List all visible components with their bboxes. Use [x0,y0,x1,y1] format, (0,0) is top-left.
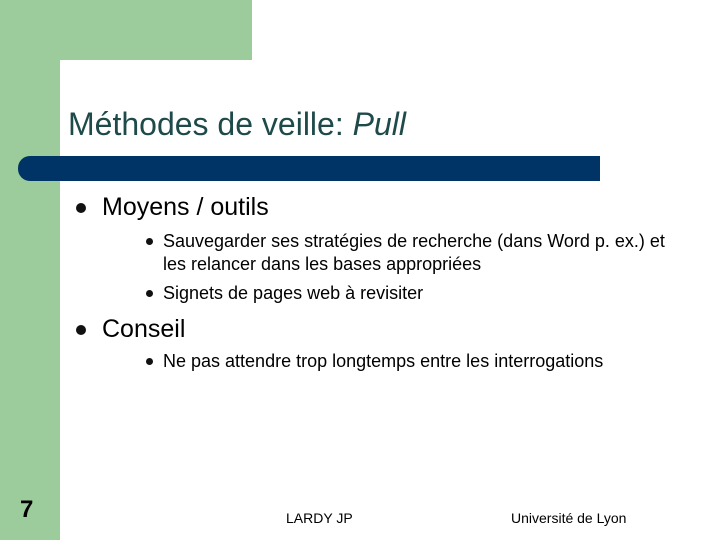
slide-title-main: Méthodes de veille: [68,106,353,142]
title-underline-bar [18,156,600,181]
bullet-dot [76,325,86,335]
sub-bullet-ne-pas-attendre: Ne pas attendre trop longtemps entre les interrogations [163,351,604,371]
sub-bullet-signets: Signets de pages web à revisiter [163,283,424,303]
footer-organization: Université de Lyon [511,510,627,526]
top-green-block [0,0,252,60]
slide-title [68,106,406,143]
bullet-conseil: Conseil [102,315,186,343]
sub-bullet-dot [146,238,153,245]
page-number: 7 [20,496,34,523]
sub-bullet-sauvegarder: Sauvegarder ses stratégies de recherche (dans Word p. ex.) et les relancer dans les bases appropriées [163,231,665,274]
sub-bullet-dot [146,290,153,297]
bullet-moyens-outils: Moyens / outils [102,193,269,221]
bullet-dot [76,203,86,213]
sub-bullet-dot [146,358,153,365]
slide-title-italic: Pull [352,106,406,142]
footer-author: LARDY JP [286,510,353,526]
left-green-band [0,0,60,540]
